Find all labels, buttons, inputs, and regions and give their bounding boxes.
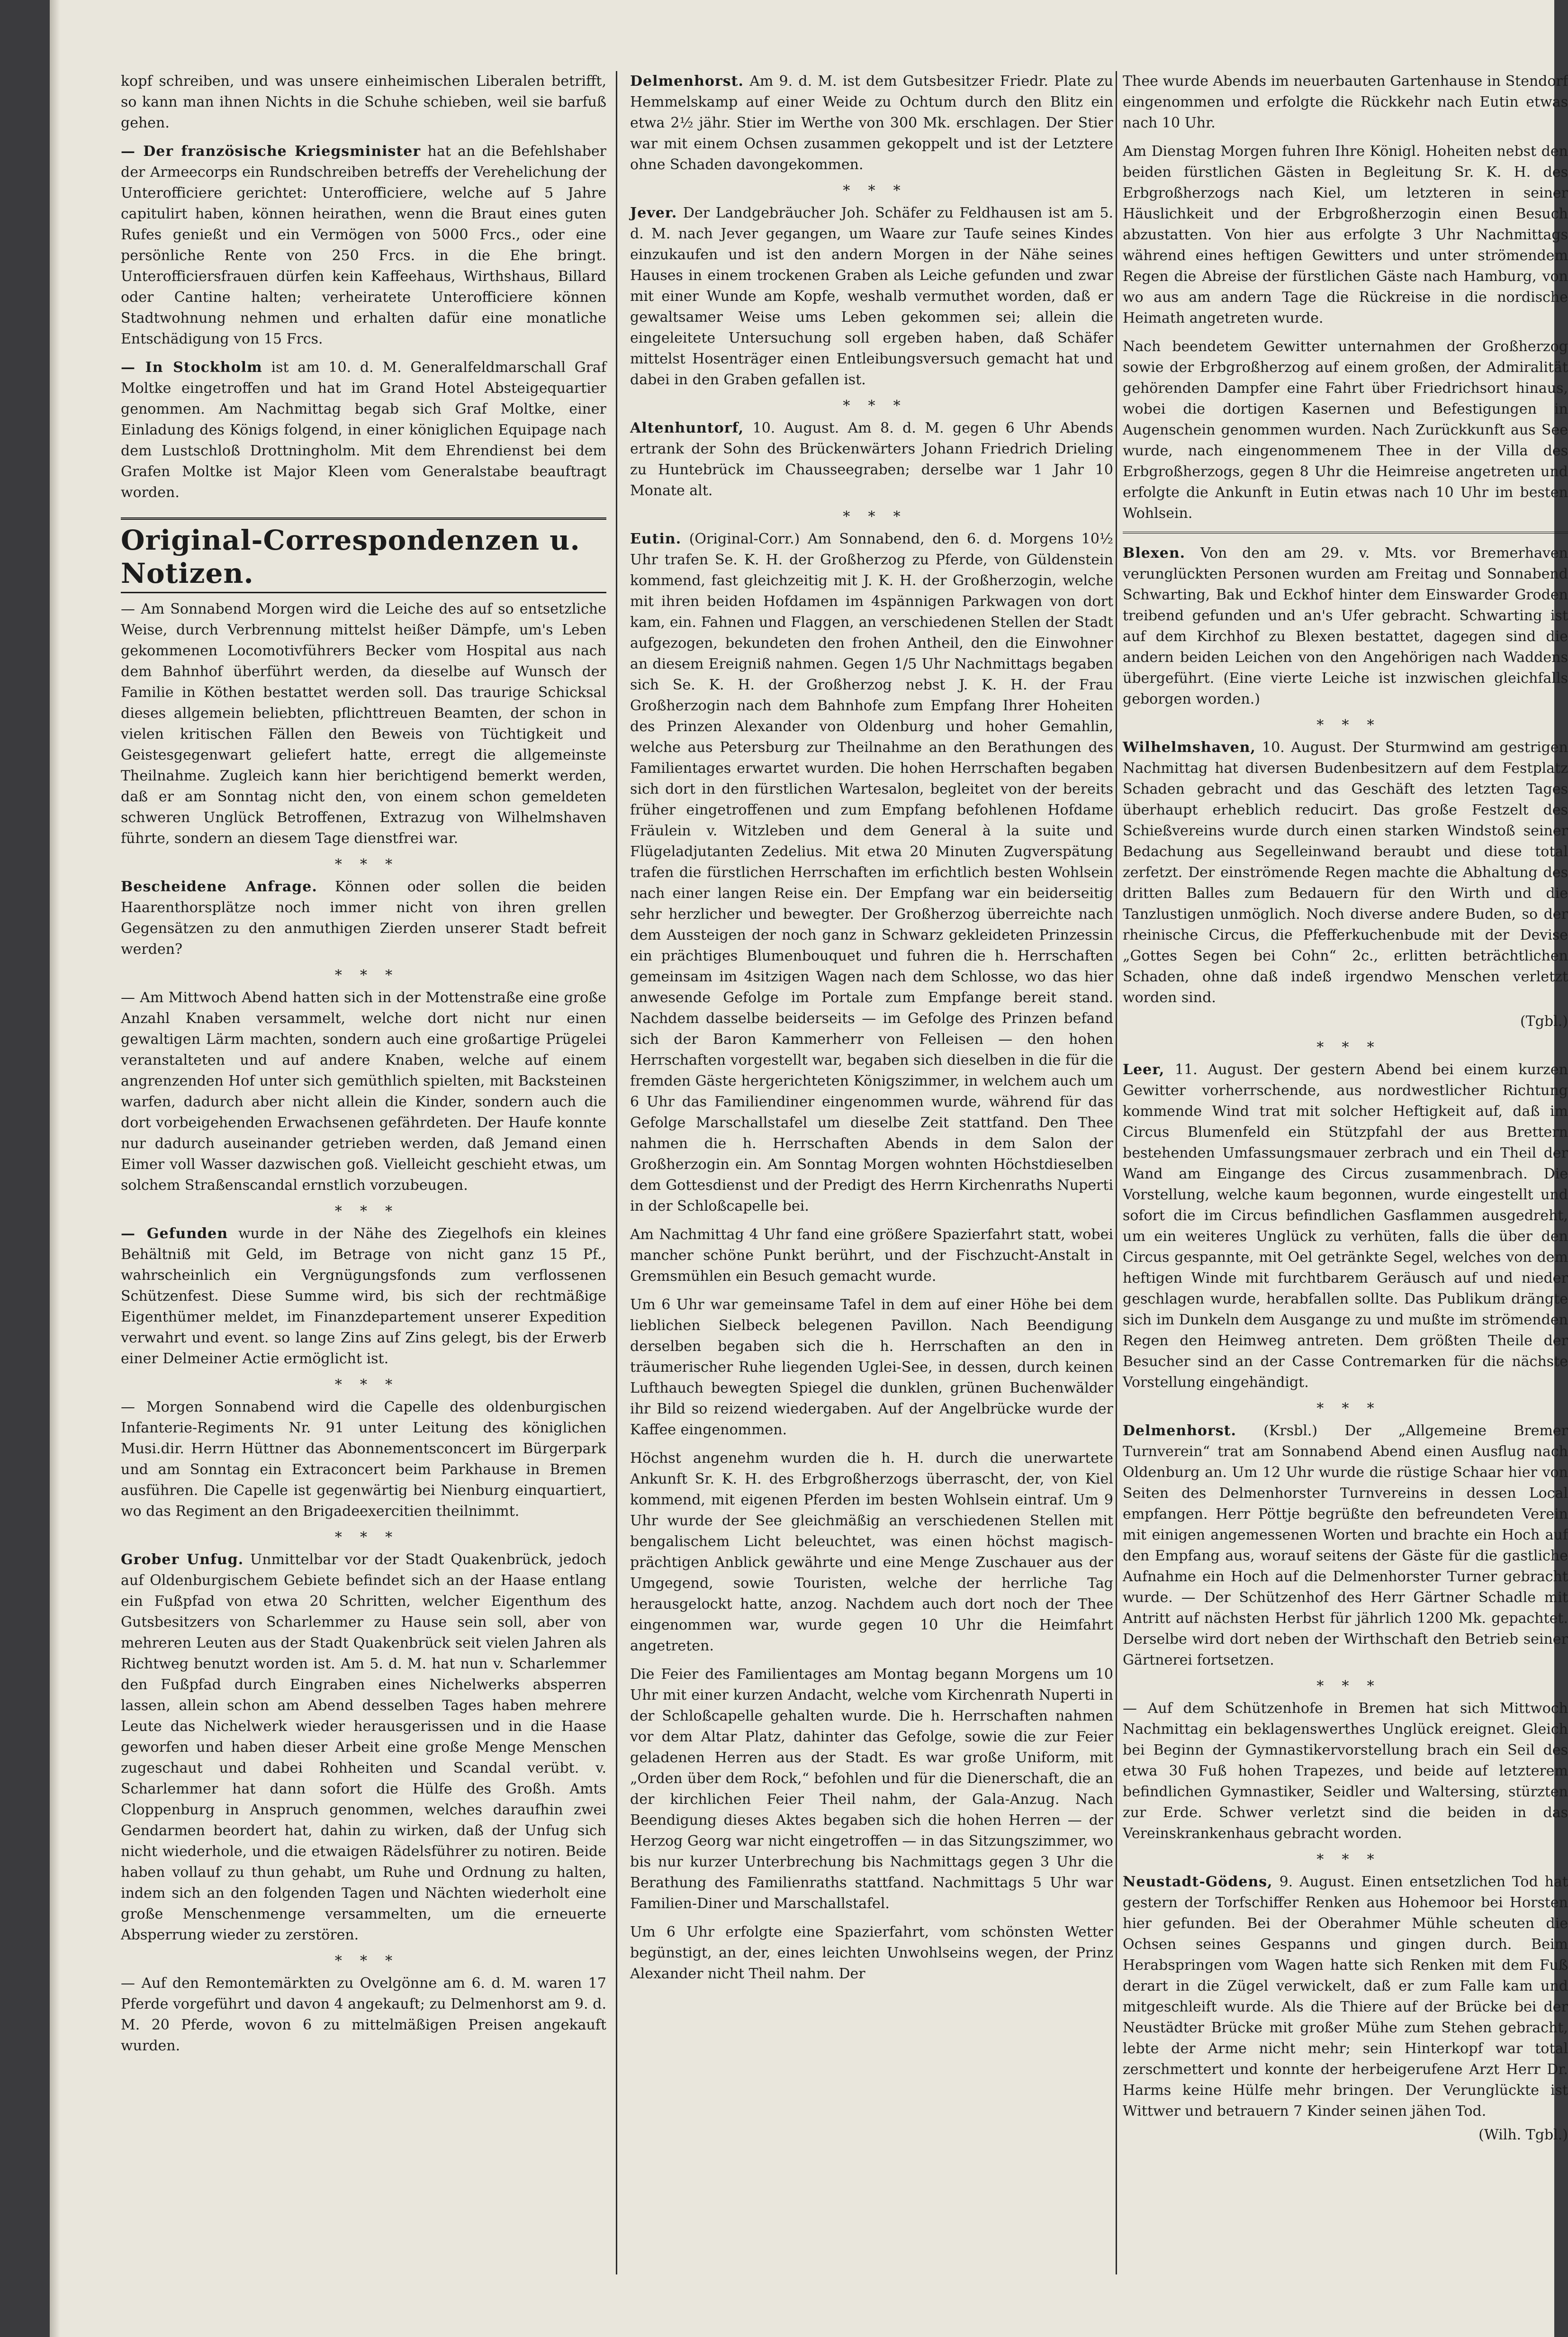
asterism: * * *: [334, 1529, 393, 1546]
article-text: 10. August. Am 8. d. M. gegen 6 Uhr Abends ertrank der Sohn des Brückenwärters Johann Friedrich Drieling zu Huntebrück im Chausseegraben; derselbe war 1 Jahr 10 Monate alt.: [630, 420, 1113, 499]
article-becker: — Am Sonnabend Morgen wird die Leiche des auf so entsetzliche Weise, durch Verbrennung mittelst heißer Dämpfe, um's Leben gekommenen Locomotivführers Becker vom Hospital aus nach dem Bahnhof überführt werden, da dieselbe auf Wunsch der Familie in Köthen bestattet werden soll. Das traurige Schicksal dieses allgemein beliebten, pflichttreuen Beamten, der schon in vielen kritischen Fällen den Beweis von Tüchtigkeit und Geistesgegenwart geliefert hatte, erregt die allgemeinste Theilnahme. Zugleich kann hier berichtigend bemerkt werden, daß er am Sonntag nicht den, von einem schon gemeldeten schweren Unglück Betroffenen, Extrazug von Wilhelmshaven führte, sondern an diesem Tage dienstfrei war.: [121, 601, 606, 847]
headline: Blexen.: [1123, 545, 1186, 562]
headline: Delmenhorst.: [630, 73, 744, 90]
asterism: * * *: [843, 182, 901, 199]
asterism: * * *: [334, 1203, 393, 1220]
asterism: * * *: [1316, 1851, 1374, 1868]
article-text: wurde in der Nähe des Ziegelhofs ein kleines Behältniß mit Geld, im Betrage von nicht ganz 15 Pf., wahrscheinlich ein Vergnügungsfonds zum verflossenen Schützenfest. Diese Summe wird, bis sich der rechtmäßige Eigenthümer meldet, im Finanzdepartement unserer Expedition verwahrt und event. so lange Zins auf Zins gelegt, bis der Erwerb einer Delmeiner Actie ermöglicht ist.: [121, 1225, 606, 1367]
headline: Bescheidene Anfrage.: [121, 879, 317, 895]
article-kriegsminister: [121, 141, 606, 350]
column-left: [121, 71, 606, 2274]
paragraph: Am Nachmittag 4 Uhr fand eine größere Spazierfahrt statt, wobei mancher schöne Punkt berührt, und der Fischzucht-Anstalt in Gremsmühlen ein Besuch gemacht wurde.: [630, 1226, 1113, 1285]
headline: Jever.: [630, 205, 677, 221]
source-credit: (Tgbl.): [1520, 1013, 1568, 1030]
paragraph: Thee wurde Abends im neuerbauten Gartenhause in Stendorf eingenommen und erfolgte die Rückkehr nach Eutin etwas nach 10 Uhr.: [1123, 73, 1568, 131]
headline: — Gefunden: [121, 1225, 228, 1242]
article-text: Am 9. d. M. ist dem Gutsbesitzer Friedr. Plate zu Hemmelskamp auf einer Weide zu Ochtum durch den Blitz ein etwa 2½ jähr. Stier im Werthe von 300 Mk. erschlagen. Der Stier war mit einem Ochsen zusammen gekoppelt und ist der Letztere ohne Schaden davongekommen.: [630, 73, 1113, 173]
article-delmenhorst-turnverein: [1123, 1421, 1568, 1671]
article-leer: [1123, 1060, 1568, 1393]
column-middle: [630, 71, 1113, 2274]
paragraph: Nach beendetem Gewitter unternahmen der Großherzog sowie der Erbgroßherzog auf einem großen, der Admiralität gehörenden Dampfer eine Fahrt über Friedrichsort hinaus, wobei die dortigen Kasernen und Befestigungen in Augenschein genommen wurden. Nach Zurückkunft aus See wurde, nach eingenommenem Thee in der Villa des Erbgroßherzogs, gegen 8 Uhr die Heimreise angetreten und erfolgte die Ankunft in Eutin etwas nach 10 Uhr im besten Wohlsein.: [1123, 338, 1568, 522]
article-wilhelmshaven: [1123, 737, 1568, 1008]
article-text: 11. August. Der gestern Abend bei einem kurzen Gewitter vorherrschende, aus nordwestlicher Richtung kommende Wind trat mit solcher Heftigkeit auf, daß im Circus Blumenfeld ein Stützpfahl der aus Brettern bestehenden Umfassungsmauer zerbrach und ein Theil der Wand am Eingange des Circus zusammenbrach. Die Vorstellung, welche kaum begonnen, wurde eingestellt und sofort die im Circus befindlichen Gasflammen ausgedreht, um ein weiteres Unglück zu verhüten, falls die über den Circus gespannte, mit Oel getränkte Segel, welches von dem heftigen Winde mit furchtbarem Geräusch auf und nieder geschlagen wurde, herabfallen sollte. Das Publikum drängte sich im Dunkeln dem Ausgange zu und mußte im strömenden Regen den Heimweg antreten. Dem größten Theile der Besucher sind an der Casse Contremarken für die nächste Vorstellung eingehändigt.: [1123, 1061, 1568, 1391]
asterism: * * *: [334, 967, 393, 984]
asterism: * * *: [843, 508, 901, 525]
article-text: ist am 10. d. M. Generalfeldmarschall Graf Moltke eingetroffen und hat im Grand Hotel Absteigequartier genommen. Am Nachmittag begab sich Graf Moltke, einer Einladung des Königs folgend, in einer königlichen Equipage nach dem Lustschloß Drottningholm. Mit dem Ehrendienst bei dem Grafen Moltke ist Major Kleen vom Generalstabe beauftragt worden.: [121, 359, 606, 501]
headline: Altenhuntorf,: [630, 420, 744, 436]
article-text: Von den am 29. v. Mts. vor Bremerhaven verunglückten Personen wurden am Freitag und Sonnabend Schwarting, Bak und Eckhof hinter dem Einswarder Groden treibend gefunden und an's Ufer gebracht. Schwarting ist auf dem Kirchhof zu Blexen bestattet, dagegen sind die andern beiden Leichen von den Angehörigen nach Waddens übergeführt. (Eine vierte Leiche ist inzwischen gleichfalls geborgen worden.): [1123, 545, 1568, 707]
column-rule: [616, 71, 617, 2274]
paragraph: Höchst angenehm wurden die h. H. durch die unerwartete Ankunft Sr. K. H. des Erbgroßherzogs überrascht, der, von Kiel kommend, mit eigenen Pferden im besten Wohlsein eintraf. Um 9 Uhr wurde der See gleichmäßig an verschiedenen Stellen mit bengalischem Licht beleuchtet, was einen höchst magisch-prächtigen Anblick gewährte und eine Menge Zuschauer aus der Umgegend, sowie Touristen, welche der herrliche Tag herausgelockt hatte, anzog. Nachdem auch dort noch der Thee eingenommen war, wurde gegen 10 Uhr die Heimfahrt angetreten.: [630, 1450, 1113, 1654]
paragraph: Um 6 Uhr erfolgte eine Spazierfahrt, vom schönsten Wetter begünstigt, an der, eines leichten Unwohlseins wegen, der Prinz Alexander nicht Theil nahm. Der: [630, 1924, 1113, 1982]
headline: — Der französische Kriegsminister: [121, 143, 421, 160]
article-bremen-schuetzenhof: — Auf dem Schützenhofe in Bremen hat sich Mittwoch Nachmittag ein beklagenswerthes Unglück ereignet. Gleich bei Beginn der Gymnastikervorstellung brach ein Seil des etwa 30 Fuß hohen Trapezes, und beide auf letzterem befindlichen Gymnastiker, Seidler und Waltersing, stürzten zur Erde. Schwer verletzt sind die beiden in das Vereinskrankenhaus gebracht worden.: [1123, 1700, 1568, 1842]
divider: [1123, 532, 1568, 534]
headline: Delmenhorst.: [1123, 1422, 1236, 1439]
article-text: (Krsbl.) Der „Allgemeine Bremer Turnverein“ trat am Sonnabend Abend einen Ausflug nach Oldenburg an. Um 12 Uhr wurde die rüstige Schaar hier von Seiten des Delmenhorster Turnvereins in dessen Local empfangen. Herr Pöttje begrüßte den befreundeten Verein mit einigen angemessenen Worten und brachte ein Hoch auf den Empfang aus, worauf seitens der Gäste für die gastliche Aufnahme ein Hoch auf die Delmenhorster Turner gebracht wurde. — Der Schützenhof des Herr Gärtner Schadle mit Antritt auf nächsten Herbst für jährlich 1200 Mk. gepachtet. Derselbe wird dort neben der Wirthschaft den Betrieb seiner Gärtnerei fortsetzen.: [1123, 1422, 1568, 1668]
headline: Grober Unfug.: [121, 1551, 244, 1568]
asterism: * * *: [1316, 1039, 1374, 1056]
headline: Neustadt-Gödens,: [1123, 1874, 1273, 1890]
section-title: Original-Correspondenzen u. Notizen.: [121, 517, 606, 593]
paragraph: Um 6 Uhr war gemeinsame Tafel in dem auf einer Höhe bei dem lieblichen Sielbeck belegenen Pavillon. Nach Beendigung derselben begaben sich die h. Herrschaften an den in träumerischer Ruhe liegenden Uglei-See, in dessen, durch keinen Lufthauch bewegten Spiegel die dunklen, grünen Buchenwälder ihr Bild so reizend wiedergaben. Auf der Angelbrücke wurde der Kaffee eingenommen.: [630, 1296, 1113, 1438]
article-text: Unmittelbar vor der Stadt Quakenbrück, jedoch auf Oldenburgischem Gebiete befindet sich an der Haase entlang ein Fußpfad von etwa 20 Schritten, welcher Eigenthum des Gutsbesitzers von Scharlemmer zu Hause sein soll, aber von mehreren Leuten aus der Stadt Quakenbrück seit vielen Jahren als Richtweg benutzt worden ist. Am 5. d. M. hat nun v. Scharlemmer den Fußpfad durch Eingraben eines Nichelwerks absperren lassen, allein schon am Abend desselben Tages haben mehrere Leute das Nichelwerk wieder herausgerissen und in die Haase geworfen und haben dieser Arbeit eine große Menge Menschen zugeschaut und dabei Rohheiten und Scandal verübt. v. Scharlemmer hat dann sofort die Hülfe des Großh. Amts Cloppenburg in Anspruch genommen, welches daraufhin zwei Gendarmen beordert hat, dahin zu wirken, daß der Unfug sich nicht wiederhole, und die etwaigen Rädelsführer zu notiren. Beide haben vollauf zu thun gehabt, um Ruhe und Ordnung zu halten, indem sich an den folgenden Tagen und Nächten wiederholt eine große Menschenmenge versammelten, um die erneuerte Absperrung wieder zu zerstören.: [121, 1551, 606, 1943]
article-blexen: [1123, 543, 1568, 710]
article-stockholm: [121, 357, 606, 503]
newspaper-page: [50, 0, 1568, 2337]
article-text: (Original-Corr.) Am Sonnabend, den 6. d. Morgens 10½ Uhr trafen Se. K. H. der Großherzog zu Pferde, von Güldenstein kommend, fast gleichzeitig mit J. K. H. der Großherzogin, welche mit ihren beiden Hofdamen im 4spännigen Parkwagen von dort kam, ein. Fahnen und Flaggen, an verschiedenen Stellen der Stadt aufgezogen, bekundeten den frohen Antheil, den die Einwohner an diesem Ereigniß nahmen. Gegen 1/5 Uhr Nachmittags begaben sich Se. K. H. der Großherzog nebst J. K. H. der Frau Großherzogin nach dem Bahnhofe zum Empfang Ihrer Hoheiten des Prinzen Alexander von Oldenburg und hoher Gemahlin, welche aus Petersburg zur Theilnahme an den Berathungen des Familientages erwartet wurden. Die hohen Herrschaften begaben sich dort in den fürstlichen Wartesalon, begleitet von der bereits früher eingetroffenen und zum Empfang befohlenen Hofdame Fräulein v. Witzleben und dem General à la suite und Flügeladjutanten Zedelius. Mit etwa 20 Minuten Zugverspätung trafen die fürstlichen Herrschaften im erfichtlich besten Wohlsein nach einer langen Reise ein. Der Empfang war ein beiderseitig sehr herzlicher und bewegter. Der Großherzog überreichte nach dem Aussteigen der noch ganz in Schwarz gekleideten Prinzessin ein prächtiges Blumenbouquet und fuhren die h. Herrschaften gemeinsam im 4sitzigen Wagen nach dem Schlosse, wo das hier anwesende Gefolge im Portale zum Empfange bereit stand. Nachdem dasselbe beiderseits — im Gefolge des Prinzen befand sich der Baron Kammerherr von Felleisen — den hohen Herrschaften vorgestellt war, begaben sich dieselben in die für die fremden Gäste hergerichteten Königszimmer, in welchem auch um 6 Uhr das Familiendiner eingenommen wurde, während für das Gefolge Marschallstafel um dieselbe Zeit stattfand. Den Thee nahmen die h. Herrschaften Abends in dem Salon der Großherzogin ein. Am Sonntag Morgen wohnten Höchstdieselben dem Gottesdienst und der Predigt des Herrn Kirchenraths Nuperti in der Schloßcapelle bei.: [630, 531, 1113, 1214]
article-gefunden: [121, 1223, 606, 1369]
article-text: hat an die Befehlshaber der Armeecorps ein Rundschreiben betreffs der Verehelichung der Unterofficiere gerichtet: Unterofficiere, welche auf 5 Jahre capitulirt haben, können heirathen, wenn die Braut eines guten Rufes genießt und ein Vermögen von 5000 Frcs., oder eine persönliche Rente von 250 Frcs. in die Ehe bringt. Unterofficiersfrauen dürfen kein Kaffeehaus, Wirthshaus, Billard oder Cantine halten; verheiratete Unterofficiere können Stadtwohnung nehmen und erhalten dafür eine monatliche Entschädigung von 15 Frcs.: [121, 143, 606, 347]
headline: — In Stockholm: [121, 359, 262, 376]
article-delmenhorst: [630, 71, 1113, 175]
headline: Wilhelmshaven,: [1123, 739, 1256, 756]
article-anfrage: [121, 877, 606, 960]
source-credit: (Wilh. Tgbl.): [1478, 2127, 1568, 2143]
article-eutin: [630, 529, 1113, 1217]
paragraph: Die Feier des Familientages am Montag begann Morgens um 10 Uhr mit einer kurzen Andacht, welche vom Kirchenrath Nuperti in der Schloßcapelle gehalten wurde. Die h. Herrschaften nahmen vor dem Altar Platz, dahinter das Gefolge, sowie die zur Feier geladenen Herren aus der Stadt. Es war große Uniform, mit „Orden über dem Rock,“ befohlen und für die Dienerschaft, die an der kirchlichen Feier Theil nahm, der Gala-Anzug. Nach Beendigung dieses Aktes begaben sich die hohen Herren — der Herzog Georg war nicht eingetroffen — in das Sitzungszimmer, wo bis nur kurzer Unterbrechung bis Nachmittags gegen 3 Uhr die Berathung des Familienraths stattfand. Nachmittags 5 Uhr war Familien-Diner und Marschallstafel.: [630, 1666, 1113, 1912]
headline: Eutin.: [630, 531, 682, 547]
article-remonte: — Auf den Remontemärkten zu Ovelgönne am 6. d. M. waren 17 Pferde vorgeführt und davon 4 angekauft; zu Delmenhorst am 9. d. M. 20 Pferde, wovon 6 zu mittelmäßigen Preisen angekauft wurden.: [121, 1975, 606, 2054]
article-altenhuntorf: [630, 418, 1113, 501]
asterism: * * *: [334, 1377, 393, 1393]
asterism: * * *: [1316, 1400, 1374, 1417]
paragraph: Am Dienstag Morgen fuhren Ihre Königl. Hoheiten nebst den beiden fürstlichen Gästen in Begleitung Sr. K. H. des Erbgroßherzogs nach Kiel, um letzteren in seiner Häuslichkeit und der Erbgroßherzogin einen Besuch abzustatten. Von hier aus erfolgte 3 Uhr Nachmittags während eines heftigen Gewitters und unter strömendem Regen die Abreise der fürstlichen Gäste nach Hamburg, von wo aus am andern Tage die Rückreise in die nordische Heimath angetreten wurde.: [1123, 143, 1568, 326]
column-rule: [1116, 71, 1117, 2274]
article-text: 10. August. Der Sturmwind am gestrigen Nachmittag hat diversen Budenbesitzern auf dem Festplatz Schaden gebracht und das Geschäft des letzten Tages überhaupt erheblich reducirt. Das große Festzelt des Schießvereins wurde durch einen starken Windstoß seiner Bedachung aus Segelleinwand beraubt und diese total zerfetzt. Der einströmende Regen machte die Abhaltung des dritten Balles zum Bedauern für den Wirth und die Tanzlustigen unmöglich. Noch diverse andere Buden, so der rheinische Circus, die Pfefferkuchenbude mit der Devise „Gottes Segen bei Cohn“ 2c., erlitten beträchtlichen Schaden, ohne daß indeß irgendwo Menschen verletzt worden sind.: [1123, 739, 1568, 1006]
asterism: * * *: [843, 398, 901, 414]
headline: Leer,: [1123, 1061, 1165, 1078]
paragraph: kopf schreiben, und was unsere einheimischen Liberalen betrifft, so kann man ihnen Nichts in die Schuhe schieben, weil sie barfuß gehen.: [121, 73, 606, 131]
asterism: * * *: [1316, 1678, 1374, 1694]
article-text: 9. August. Einen entsetzlichen Tod hat gestern der Torfschiffer Renken aus Hohemoor bei Horsten hier gefunden. Bei der Oberahmer Mühle scheuten die Ochsen seines Gespanns und gingen durch. Beim Herabspringen vom Wagen hatte sich Renken mit dem Fuß derart in die Zügel verwickelt, daß er zum Falle kam und mitgeschleift wurde. Als die Thiere auf der Brücke bei der Neustädter Brücke mit großer Mühe zum Stehen gebracht, lebte der Arme nicht mehr; sein Hinterkopf war total zerschmettert und konnte der herbeigerufene Arzt Herr Dr. Harms keine Hülfe mehr bringen. Der Verunglückte ist Wittwer und betrauern 7 Kinder seinen jähen Tod.: [1123, 1874, 1568, 2120]
article-neustadt-goedens: [1123, 1872, 1568, 2122]
article-jever: [630, 203, 1113, 390]
article-knaben: — Am Mittwoch Abend hatten sich in der Mottenstraße eine große Anzahl Knaben versammelt, welche dort nicht nur einen gewaltigen Lärm machten, sondern auch eine großartige Prügelei veranstalteten und auf andere Knaben, welche auf einem angrenzenden Hof unter sich gemüthlich spielten, mit Backsteinen warfen, dadurch aber nicht allein die Kinder, sondern auch die dort vorbeigehenden Erwachsenen gefährdeten. Der Haufe konnte nur dadurch auseinander getrieben werden, daß Jemand einen Eimer voll Wasser dazwischen goß. Vielleicht geschieht etwas, um solchem Straßenscandal ernstlich vorzubeugen.: [121, 989, 606, 1194]
article-capelle: — Morgen Sonnabend wird die Capelle des oldenburgischen Infanterie-Regiments Nr. 91 unter Leitung des königlichen Musi.dir. Herrn Hüttner das Abonnementsconcert im Bürgerpark und am Sonntag ein Extraconcert beim Parkhause in Bremen ausführen. Die Capelle ist gegenwärtig bei Nienburg einquartiert, wo das Regiment an den Brigadeexercitien theilnimmt.: [121, 1399, 606, 1520]
asterism: * * *: [1316, 717, 1374, 734]
article-text: Können oder sollen die beiden Haarenthorsplätze noch immer nicht von ihren grellen Gegensätzen zu den anmuthigen Zierden unserer Stadt befreit werden?: [121, 879, 606, 958]
article-unfug: [121, 1549, 606, 1946]
asterism: * * *: [334, 1953, 393, 1969]
column-right: [1123, 71, 1568, 2274]
asterism: * * *: [334, 856, 393, 873]
article-text: Der Landgebräucher Joh. Schäfer zu Feldhausen ist am 5. d. M. nach Jever gegangen, um Waare zur Taufe seines Kindes einzukaufen und ist den andern Morgen in der Nähe seines Hauses in einem trockenen Graben als Leiche gefunden und zwar mit einer Wunde am Kopfe, weshalb vermuthet worden, daß er gewaltsamer Weise ums Leben gekommen sei; allein die eingeleitete Untersuchung soll ergeben haben, daß Schäfer mittelst Hosenträger einen Entleibungsversuch gemacht hat und dabei in den Graben gefallen ist.: [630, 205, 1113, 388]
